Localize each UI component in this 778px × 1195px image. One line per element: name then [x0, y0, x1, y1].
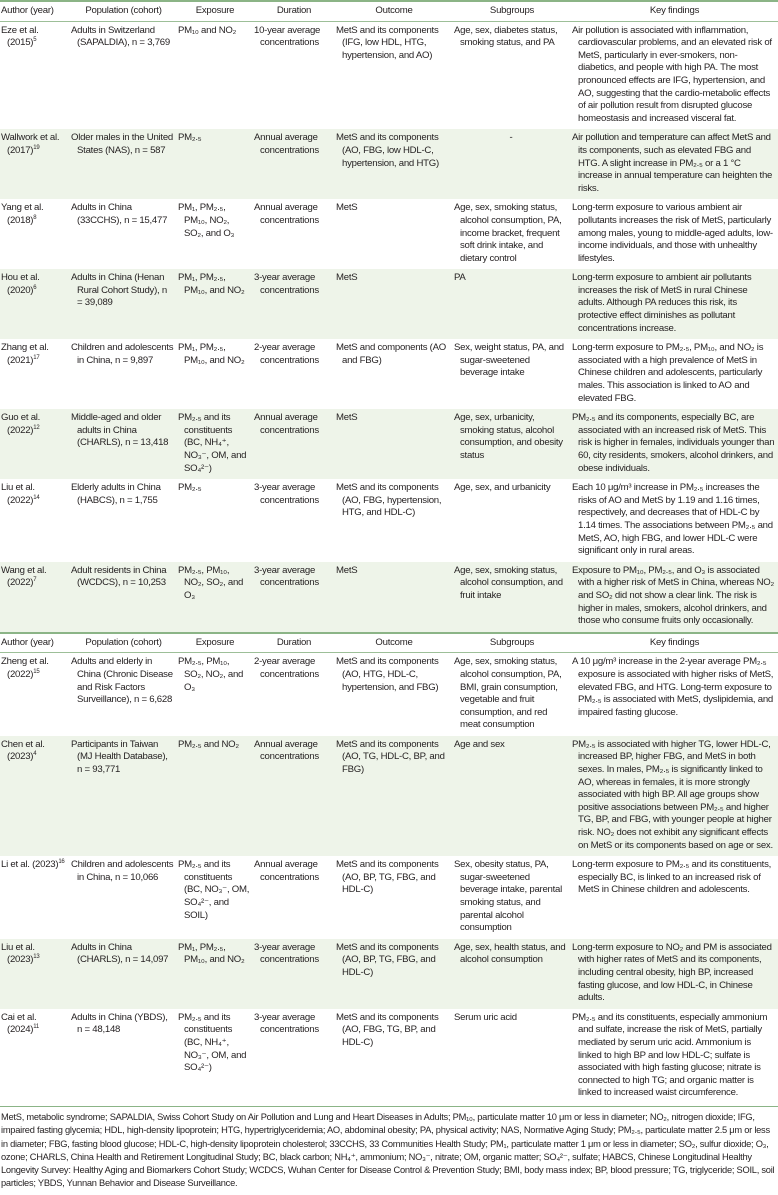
- subgroups-cell: Age and sex: [453, 736, 571, 856]
- reference-number: 19: [33, 144, 40, 151]
- outcome-cell: MetS and its components (AO, FBG, hypertension, HTG, and HDL-C): [336, 482, 442, 519]
- table-row: [0, 409, 778, 479]
- column-header: Exposure: [177, 1, 253, 21]
- key-findings-cell: Air pollution is associated with inflammation, cardiovascular problems, and an elevated risk of MetS, particularly in ever-smokers, non-diabetics, and people with high PA. The most pronounced effects are IFG, hypertension, and AO, suggesting that the cardio-metabolic effects of air pollution result from disrupted glucose homeostasis and increased visceral fat.: [572, 24, 772, 124]
- population-cell: Adult residents in China (WCDCS), n = 10,253: [70, 562, 177, 633]
- reference-number: 15: [33, 668, 40, 675]
- exposure-cell: PM₂.₅ and its constituents (BC, NH₄⁺, NO₃⁻, OM, and SO₄²⁻): [178, 1011, 247, 1074]
- outcome-cell: MetS: [336, 202, 358, 214]
- subgroups-cell: Serum uric acid: [454, 1011, 517, 1023]
- column-header: Subgroups: [453, 634, 571, 653]
- key-findings-cell: Long-term exposure to PM₂.₅ and its constituents, especially BC, is linked to an increased risk of MetS in Chinese children and adolescents.: [572, 859, 772, 896]
- population-cell: Children and adolescents in China, n = 10,066: [71, 859, 174, 883]
- header-row: [0, 1, 778, 21]
- subgroups-cell: Age, sex, health status, and alcohol consumption: [453, 939, 571, 1009]
- duration-cell: 2-year average concentrations: [254, 656, 319, 680]
- author-cell: [0, 199, 70, 269]
- outcome-cell: MetS and components (AO and FBG): [336, 342, 446, 366]
- population-cell: Elderly adults in China (HABCS), n = 1,755: [71, 482, 161, 506]
- table-row: [0, 939, 778, 1009]
- reference-number: 4: [33, 751, 37, 758]
- table-footnote: MetS, metabolic syndrome; SAPALDIA, Swiss Cohort Study on Air Pollution and Lung and Heart Diseases in Adults; PM₁₀, particulate matter 10 μm or less in diameter; NO₂, nitrogen dioxide; IFG, impaired fasting glycemia; HDL, high-density lipoprotein; HTG, hypertriglyceridemia; AO, abdominal obesity; PA, physical activity; NAS, Normative Aging Study; PM₂.₅, particulate matter 2.5 μm or less in diameter; FBG, fasting blood glucose; HDL-C, high-density lipoprotein cholesterol; 33CCHS, 33 Communities Health Study; PM₁, particulate matter 1 μm or less in diameter; SO₂, sulfur dioxide; O₃, ozone; CHARLS, China Health and Retirement Longitudinal Study; BC, black carbon; NH₄⁺, ammonium; NO₃⁻, nitrate; OM, organic matter; SO₄²⁻, sulfate; HABCS, Chinese Longitudinal Healthy Longevity Survey: Healthy Aging and Biomarkers Cohort Study; WCDCS, Wuhan Center for Disease Control & Prevention Study; BMI, body mass index; BP, blood pressure; TG, triglyceride; SOIL, soil particles; YBDS, Yunnan Behavior and Disease Surveillance.: [0, 1106, 778, 1195]
- author-year: Wang et al. (2022): [1, 564, 47, 589]
- column-header: Duration: [253, 1, 335, 21]
- table-row: [0, 856, 778, 939]
- key-findings-cell: PM₂.₅ and its components, especially BC, are associated with an increased risk of MetS. This risk is higher in females, individuals younger than 60, city residents, smokers, alcohol drinkers, and obese individuals.: [571, 409, 778, 479]
- author-cell: [0, 479, 70, 562]
- exposure-cell: PM₁, PM₂.₅, PM₁₀, and NO₂: [178, 342, 245, 366]
- key-findings-cell: Long-term exposure to PM₂.₅, PM₁₀, and NO₂ is associated with a high prevalence of MetS in Chinese children and adolescents, particularly males. This association is linked to AO and elevated FBG.: [572, 342, 764, 404]
- author-cell: [0, 129, 70, 199]
- duration-cell: 3-year average concentrations: [254, 1011, 319, 1036]
- table-row: [0, 269, 778, 339]
- subgroups-cell: Sex, obesity status, PA, sugar-sweetened beverage intake, parental smoking status, and parental alcohol consumption: [454, 859, 563, 934]
- author-cell: [0, 856, 70, 939]
- exposure-cell: PM₁₀ and NO₂: [178, 24, 237, 36]
- author-cell: [0, 21, 70, 129]
- duration-cell: Annual average concentrations: [253, 736, 335, 856]
- column-header: Key findings: [571, 634, 778, 653]
- key-findings-cell: Long-term exposure to ambient air pollutants increases the risk of MetS in rural Chinese adults. Although PA reduces this risk, its protective effect diminishes as pollutant concentrations increase.: [571, 269, 778, 339]
- key-findings-cell: PM₂.₅ is associated with higher TG, lower HDL-C, increased BP, higher FBG, and MetS in both sexes. In males, PM₂.₅ is significantly linked to AO, whereas in females, it is more strongly associated with high BP. All age groups show positive associations between PM₂.₅ and higher TG, BP, and FBG, with younger people at higher risk. NO₂ does not exhibit any significant effects on MetS or its components based on age or sex.: [571, 736, 778, 856]
- subgroups-cell: Age, sex, and urbanicity: [454, 482, 551, 494]
- author-year: Liu et al. (2023): [1, 941, 35, 966]
- key-findings-cell: Long-term exposure to NO₂ and PM is associated with higher rates of MetS and its components, including central obesity, high BP, increased fasting glucose, and low HDL-C, in Chinese adults.: [571, 939, 778, 1009]
- author-cell: [0, 939, 70, 1009]
- header-row: [0, 634, 778, 653]
- author-cell: [0, 736, 70, 856]
- exposure-cell: PM₂.₅: [177, 129, 253, 199]
- table-row: [0, 129, 778, 199]
- table-row: [0, 562, 778, 633]
- duration-cell: 3-year average concentrations: [254, 482, 319, 506]
- duration-cell: 10-year average concentrations: [254, 24, 321, 49]
- column-header: Population (cohort): [70, 1, 177, 21]
- key-findings-cell: Exposure to PM₁₀, PM₂.₅, and O₃ is associated with a higher risk of MetS in China, whereas NO₂ and SO₂ did not show a clear link. The risk is higher in males, smokers, alcohol drinkers, and those who consume fruits only occasionally.: [571, 562, 778, 633]
- population-cell: Adults and elderly in China (Chronic Disease and Risk Factors Surveillance), n = 6,628: [71, 656, 173, 706]
- outcome-cell: MetS and its components (AO, FBG, low HDL-C, hypertension, and HTG): [335, 129, 453, 199]
- author-year: Wallwork et al. (2017): [1, 132, 60, 156]
- subgroups-cell: Age, sex, diabetes status, smoking status, and PA: [454, 24, 558, 49]
- author-year: Guo et al. (2022): [1, 412, 41, 436]
- duration-cell: 3-year average concentrations: [253, 939, 335, 1009]
- duration-cell: 2-year average concentrations: [254, 342, 319, 366]
- reference-number: 13: [33, 954, 40, 961]
- author-year: Cai et al. (2024): [1, 1011, 37, 1036]
- population-cell: Middle-aged and older adults in China (CHARLS), n = 13,418: [70, 409, 177, 479]
- reference-number: 7: [33, 577, 37, 584]
- key-findings-cell: A 10 μg/m³ increase in the 2-year average PM₂.₅ exposure is associated with higher risks of MetS, elevated FBG, and HTG. Long-term exposure to PM₂.₅ is associated with MetS, dyslipidemia, and impaired fasting glucose.: [572, 656, 774, 718]
- outcome-cell: MetS and its components (AO, BP, TG, FBG, and HDL-C): [335, 939, 453, 1009]
- table-row: [0, 653, 778, 736]
- exposure-cell: PM₂.₅, PM₁₀, NO₂, SO₂, and O₃: [177, 562, 253, 633]
- author-year: Hou et al. (2020): [1, 272, 40, 296]
- subgroups-cell: Age, sex, urbanicity, smoking status, alcohol consumption, and obesity status: [453, 409, 571, 479]
- duration-cell: Annual average concentrations: [254, 859, 319, 883]
- author-cell: [0, 269, 70, 339]
- outcome-cell: MetS and its components (AO, FBG, TG, BP, and HDL-C): [336, 1011, 439, 1048]
- table-body: [0, 1, 778, 1104]
- column-header: Author (year): [0, 1, 70, 21]
- key-findings-cell: Each 10 μg/m³ increase in PM₂.₅ increases the risks of AO and MetS by 1.19 and 1.16 times, respectively, and decreases that of HDL-C by 1.14 times. The associations between PM₂.₅ and MetS, AO, high FBG, and lower HDL-C were significant only in rural areas.: [572, 482, 773, 557]
- author-cell: [0, 653, 70, 736]
- author-year: Yang et al. (2018): [1, 202, 44, 226]
- column-header: Duration: [253, 634, 335, 653]
- table-row: [0, 479, 778, 562]
- reference-number: 12: [33, 424, 40, 431]
- key-findings-cell: PM₂.₅ and its constituents, especially ammonium and sulfate, increase the risk of MetS, partially mediated by serum uric acid. Ammonium is linked to high BP and low HDL-C; sulfate is associated with high fasting glucose; nitrate is connected to high TG; and organic matter is linked to increased waist circumference.: [572, 1011, 768, 1099]
- column-header: Subgroups: [453, 1, 571, 21]
- population-cell: Adults in China (Henan Rural Cohort Study), n = 39,089: [70, 269, 177, 339]
- reference-number: 5: [33, 37, 37, 44]
- exposure-cell: PM₁, PM₂.₅, PM₁₀, and NO₂: [177, 939, 253, 1009]
- column-header: Outcome: [335, 1, 453, 21]
- subgroups-cell: PA: [453, 269, 571, 339]
- subgroups-cell: Age, sex, smoking status, alcohol consumption, PA, BMI, grain consumption, vegetable and fruit consumption, and red meat consumption: [454, 656, 562, 731]
- exposure-cell: PM₂.₅ and NO₂: [177, 736, 253, 856]
- reference-number: 6: [33, 284, 37, 291]
- reference-number: 14: [33, 494, 40, 501]
- column-header: Outcome: [335, 634, 453, 653]
- author-cell: [0, 339, 70, 409]
- subgroups-cell: -: [453, 129, 571, 199]
- author-year: Liu et al. (2022): [1, 482, 35, 506]
- population-cell: Adults in China (YBDS), n = 48,148: [71, 1011, 168, 1036]
- table-row: [0, 21, 778, 129]
- exposure-cell: PM₂.₅: [178, 482, 202, 494]
- outcome-cell: MetS: [335, 409, 453, 479]
- duration-cell: Annual average concentrations: [254, 202, 319, 226]
- author-year: Zhang et al. (2021): [1, 342, 49, 366]
- table-row: [0, 339, 778, 409]
- outcome-cell: MetS and its components (AO, TG, HDL-C, BP, and FBG): [335, 736, 453, 856]
- author-year: Zheng et al. (2022): [1, 656, 49, 680]
- column-header: Author (year): [0, 634, 70, 653]
- exposure-cell: PM₁, PM₂.₅, PM₁₀, NO₂, SO₂, and O₃: [178, 202, 235, 239]
- subgroups-cell: Age, sex, smoking status, alcohol consumption, PA, income bracket, frequent soft drink intake, and dietary control: [454, 202, 562, 264]
- exposure-cell: PM₁, PM₂.₅, PM₁₀, and NO₂: [177, 269, 253, 339]
- duration-cell: 3-year average concentrations: [253, 269, 335, 339]
- duration-cell: 3-year average concentrations: [253, 562, 335, 633]
- author-year: Li et al. (2023): [1, 859, 59, 871]
- population-cell: Adults in Switzerland (SAPALDIA), n = 3,769: [71, 24, 170, 49]
- author-year: Chen et al. (2023): [1, 738, 45, 763]
- duration-cell: Annual average concentrations: [253, 409, 335, 479]
- outcome-cell: MetS: [335, 562, 453, 633]
- reference-number: 17: [33, 354, 40, 361]
- population-cell: Adults in China (33CCHS), n = 15,477: [71, 202, 168, 226]
- population-cell: Older males in the United States (NAS), n = 587: [70, 129, 177, 199]
- population-cell: Adults in China (CHARLS), n = 14,097: [70, 939, 177, 1009]
- reference-number: 11: [33, 1024, 39, 1031]
- column-header: Population (cohort): [70, 634, 177, 653]
- exposure-cell: PM₂.₅, PM₁₀, SO₂, NO₂, and O₃: [178, 656, 244, 693]
- outcome-cell: MetS and its components (IFG, low HDL, HTG, hypertension, and AO): [336, 24, 439, 61]
- population-cell: Children and adolescents in China, n = 9,897: [71, 342, 174, 366]
- subgroups-cell: Sex, weight status, PA, and sugar-sweetened beverage intake: [454, 342, 564, 379]
- author-cell: [0, 409, 70, 479]
- duration-cell: Annual average concentrations: [253, 129, 335, 199]
- exposure-cell: PM₂.₅ and its constituents (BC, NH₄⁺, NO₃⁻, OM, and SO₄²⁻): [177, 409, 253, 479]
- key-findings-cell: Air pollution and temperature can affect MetS and its components, such as elevated FBG and HTG. A slight increase in PM₂.₅ or a 1 °C increase in annual temperature can heighten the risks.: [571, 129, 778, 199]
- author-cell: [0, 562, 70, 633]
- reference-number: 16: [58, 859, 65, 866]
- table-row: [0, 199, 778, 269]
- outcome-cell: MetS and its components (AO, HTG, HDL-C, hypertension, and FBG): [336, 656, 439, 693]
- subgroups-cell: Age, sex, smoking status, alcohol consumption, and fruit intake: [453, 562, 571, 633]
- key-findings-cell: Long-term exposure to various ambient air pollutants increases the risk of MetS, particularly among males, young to middle-aged adults, low-income individuals, and those with unhealthy lifestyles.: [572, 202, 773, 264]
- population-cell: Participants in Taiwan (MJ Health Database), n = 93,771: [70, 736, 177, 856]
- outcome-cell: MetS: [335, 269, 453, 339]
- author-cell: [0, 1009, 70, 1104]
- table-row: [0, 736, 778, 856]
- exposure-cell: PM₂.₅ and its constituents (BC, NO₃⁻, OM, SO₄²⁻, and SOIL): [178, 859, 250, 921]
- column-header: Key findings: [571, 1, 778, 21]
- outcome-cell: MetS and its components (AO, BP, TG, FBG, and HDL-C): [336, 859, 439, 896]
- reference-number: 8: [33, 214, 37, 221]
- author-year: Eze et al. (2015): [1, 24, 39, 49]
- table-row: [0, 1009, 778, 1104]
- column-header: Exposure: [177, 634, 253, 653]
